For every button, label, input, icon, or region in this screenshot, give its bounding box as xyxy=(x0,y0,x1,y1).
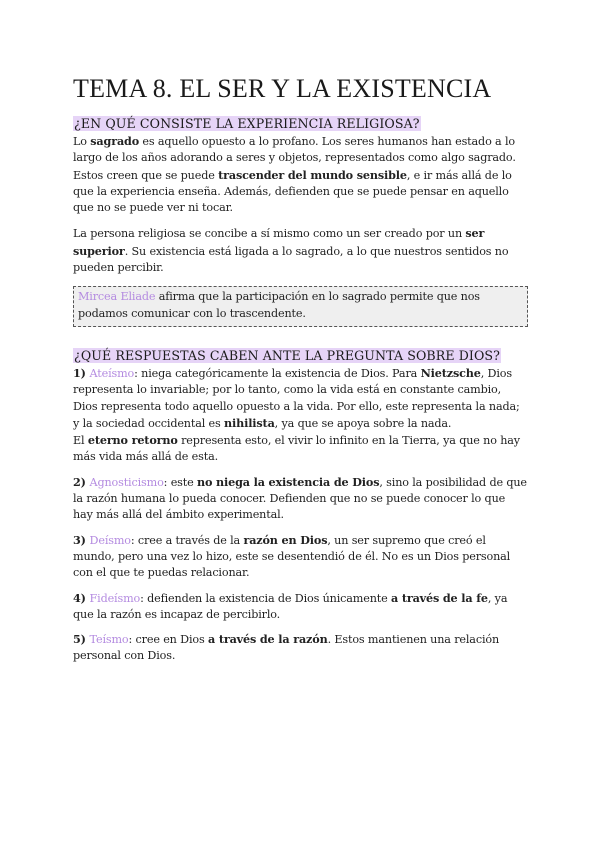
bold-term: ser superior xyxy=(73,226,485,258)
document-page xyxy=(73,73,528,665)
section-2-heading-wrap xyxy=(73,346,528,364)
section-2-heading: ¿QUÉ RESPUESTAS CABEN ANTE LA PREGUNTA SOBRE DIOS? xyxy=(74,347,500,363)
bold-term: trascender del mundo sensible xyxy=(218,167,407,182)
bold-term: sagrado xyxy=(90,134,140,148)
quote-box xyxy=(73,286,528,327)
term-label: Ateísmo xyxy=(89,366,135,380)
bold-term: eterno retorno xyxy=(87,433,178,448)
section-1-paragraph-1: Lo sagrado es aquello opuesto a lo profano. Los seres humanos han estado a lo largo de los años adorando a seres y objetos, representados como algo sagrado. Estos creen que se puede trascender del mundo sensible, e ir más allá de lo que la experiencia enseña. Además, defienden que se puede pensar en aquello que no se puede ver ni tocar. xyxy=(73,134,516,215)
bold-term: no niega la existencia de Dios xyxy=(196,474,380,489)
section-1-heading-wrap xyxy=(73,114,528,132)
author-name: Mircea Eliade xyxy=(78,290,156,304)
list-item-4: 4) Fideísmo: defienden la existencia de Dios únicamente a través de la fe, ya que la razón es incapaz de percibirlo. xyxy=(73,590,508,621)
section-1-paragraph-2: La persona religiosa se concibe a sí mismo como un ser creado por un ser superior. Su existencia está ligada a lo sagrado, a lo que nuestros sentidos no pueden percibir. xyxy=(73,226,509,275)
quote-text: Mircea Eliade afirma que la participación en lo sagrado permite que nos podamos comunicar con lo trascendente. xyxy=(78,290,480,320)
bold-term: a través de la fe xyxy=(390,590,488,605)
bold-term: nihilista xyxy=(224,415,275,430)
page-title: TEMA 8. EL SER Y LA EXISTENCIA xyxy=(73,74,492,103)
list-item-3: 3) Deísmo: cree a través de la razón en Dios, un ser supremo que creó el mundo, pero una vez lo hizo, este se desentendió de él. No es un Dios personal con el que te puedas relacionar. xyxy=(73,532,511,580)
section-1-heading: ¿EN QUÉ CONSISTE LA EXPERIENCIA RELIGIOSA? xyxy=(74,116,420,131)
bold-term: Nietzsche xyxy=(420,365,481,380)
list-item-1: 1) Ateísmo: niega categóricamente la existencia de Dios. Para Nietzsche, Dios representa lo invariable; por lo tanto, como la vida está en constante cambio, Dios representa todo aquello opuesto a la vida. Por ello, este representa la nada; y la sociedad occidental es nihilista, ya que se apoya sobre la nada. El eterno retorno representa esto, el vivir lo infinito en la Tierra, ya que no hay más vida más allá de esta. xyxy=(73,365,520,464)
bold-term: razón en Dios xyxy=(243,532,328,547)
list-item-5: 5) Teísmo: cree en Dios a través de la razón. Estos mantienen una relación personal con Dios. xyxy=(73,632,500,663)
term-label: Fideísmo xyxy=(89,591,141,605)
term-label: Agnosticismo xyxy=(89,475,164,489)
list-item-2: 2) Agnosticismo: este no niega la existencia de Dios, sino la posibilidad de que la razón humana lo pueda conocer. Defienden que no se puede conocer lo que hay más allá del ámbito experimental. xyxy=(73,474,527,522)
term-label: Teísmo xyxy=(89,633,129,647)
bold-term: a través de la razón xyxy=(207,632,328,647)
term-label: Deísmo xyxy=(89,533,131,547)
